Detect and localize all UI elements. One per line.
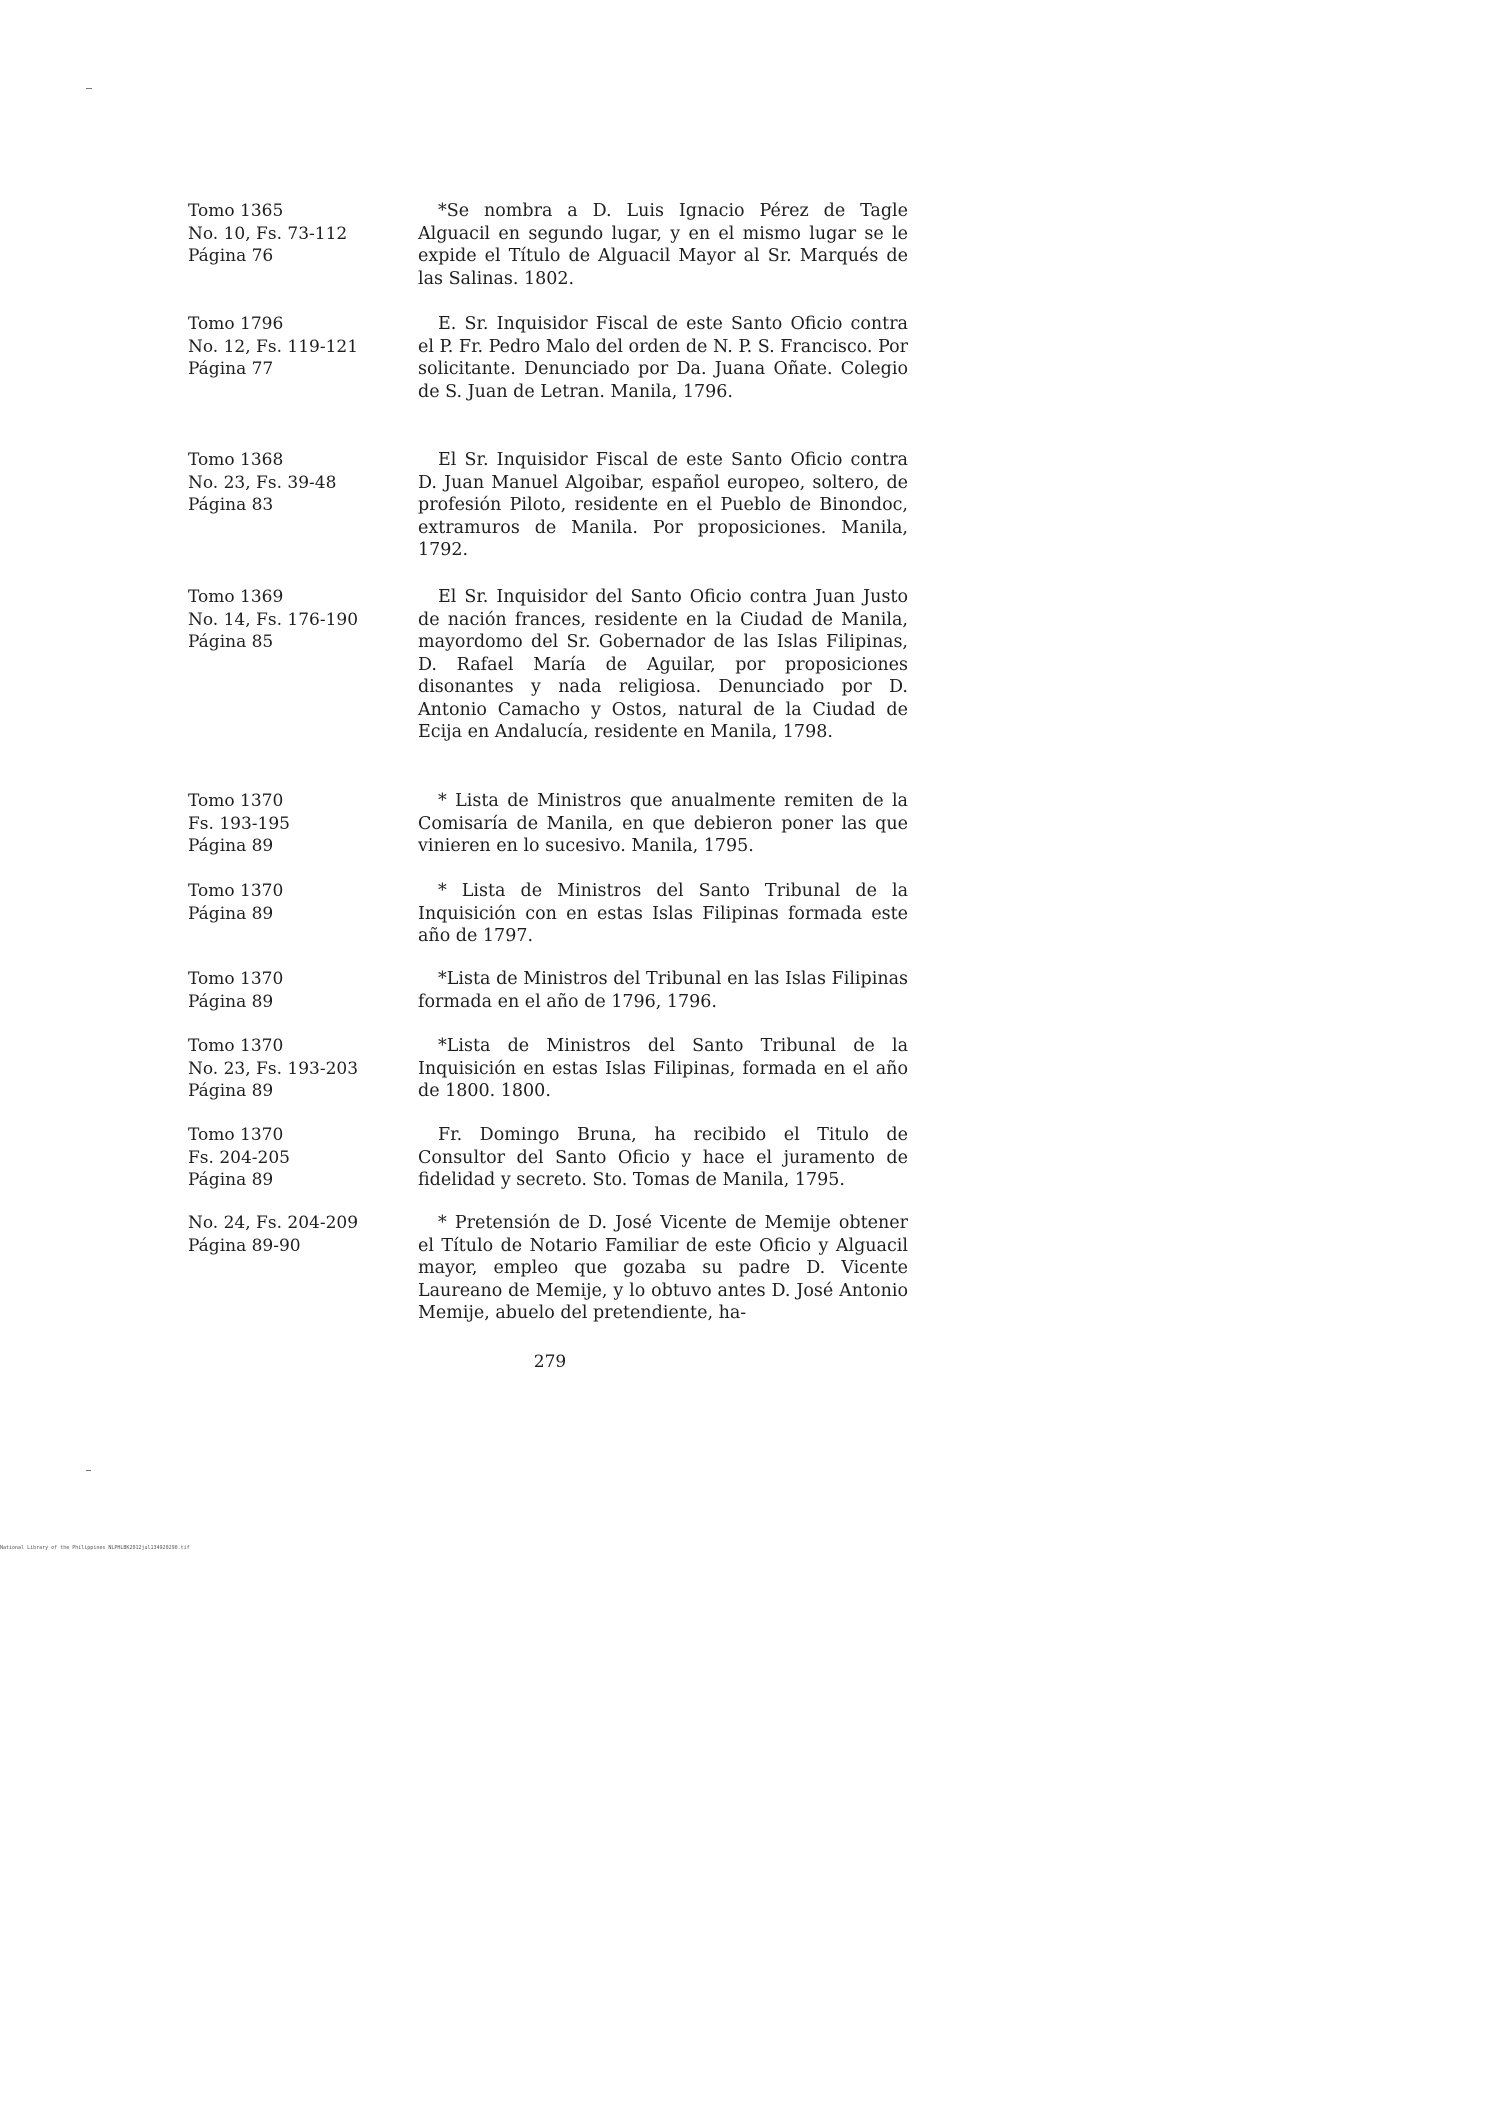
reference-line: Página 89: [188, 1170, 274, 1190]
archive-reference: [188, 1124, 403, 1192]
reference-line: Tomo 1368: [188, 450, 284, 470]
archive-reference: [188, 968, 403, 1013]
reference-line: Página 83: [188, 495, 274, 515]
entry-description: El Sr. Inquisidor Fiscal de este Santo Oficio contra D. Juan Manuel Algoibar, español europeo, soltero, de profesión Piloto, residente en el Pueblo de Binondoc, extramuros de Manila. Por proposiciones. Manila, 1792.: [418, 450, 908, 560]
entry-description: * Lista de Ministros del Santo Tribunal de la Inquisición con en estas Islas Filipinas formada este año de 1797.: [418, 881, 908, 946]
entry-description: *Lista de Ministros del Santo Tribunal de la Inquisición en estas Islas Filipinas, formada en el año de 1800. 1800.: [418, 1036, 908, 1101]
archive-reference: [188, 200, 403, 268]
scan-footer-stamp: National Library of the Philippines NLPHLBK2012jul134920290.tif: [0, 1545, 190, 1551]
reference-line: No. 23, Fs. 193-203: [188, 1058, 359, 1079]
reference-line: Tomo 1369: [188, 587, 284, 607]
reference-line: No. 12, Fs. 119-121: [188, 336, 359, 357]
entry-description: Fr. Domingo Bruna, ha recibido el Titulo de Consultor del Santo Oficio y hace el juramento de fidelidad y secreto. Sto. Tomas de Manila, 1795.: [418, 1125, 908, 1190]
archive-reference: [188, 790, 403, 858]
reference-line: Tomo 1370: [188, 1036, 284, 1056]
reference-line: Página 89: [188, 991, 274, 1012]
reference-line: Tomo 1365: [188, 201, 284, 221]
entry-description: * Lista de Ministros que anualmente remiten de la Comisaría de Manila, en que debieron poner las que vinieren en lo sucesivo. Manila, 1795.: [418, 791, 908, 856]
archive-reference: [188, 313, 403, 381]
archive-reference: [188, 586, 403, 654]
reference-line: Tomo 1370: [188, 1125, 284, 1145]
archive-reference: [188, 1035, 403, 1103]
entry-description: *Lista de Ministros del Tribunal en las Islas Filipinas formada en el año de 1796, 1796.: [418, 969, 908, 1012]
reference-line: Página 89: [188, 903, 274, 924]
page-number: 279: [533, 1352, 567, 1372]
reference-line: No. 24, Fs. 204-209: [188, 1213, 359, 1233]
reference-line: Página 89: [188, 1081, 274, 1101]
reference-line: No. 10, Fs. 73-112: [188, 223, 348, 244]
reference-line: Tomo 1370: [188, 969, 284, 989]
reference-line: No. 14, Fs. 176-190: [188, 609, 359, 630]
reference-line: Tomo 1370: [188, 791, 284, 811]
scan-speck: [86, 1470, 91, 1471]
entry-description: E. Sr. Inquisidor Fiscal de este Santo Oficio contra el P. Fr. Pedro Malo del orden de N. P. S. Francisco. Por solicitante. Denunciado por Da. Juana Oñate. Colegio de S. Juan de Letran. Manila, 1796.: [418, 314, 908, 402]
reference-line: Página 76: [188, 246, 274, 266]
reference-line: Página 89: [188, 836, 274, 856]
archive-reference: [188, 1212, 403, 1257]
reference-line: Tomo 1370: [188, 881, 284, 901]
reference-line: Página 85: [188, 632, 274, 652]
reference-line: Tomo 1796: [188, 314, 284, 334]
reference-line: Fs. 193-195: [188, 813, 290, 834]
entry-description: * Pretensión de D. José Vicente de Memije obtener el Título de Notario Familiar de este Oficio y Alguacil mayor, empleo que gozaba su padre D. Vicente Laureano de Memije, y lo obtuvo antes D. José Antonio Memije, abuelo del pretendiente, ha-: [418, 1213, 908, 1323]
entry-description: *Se nombra a D. Luis Ignacio Pérez de Tagle Alguacil en segundo lugar, y en el mismo lugar se le expide el Título de Alguacil Mayor al Sr. Marqués de las Salinas. 1802.: [418, 201, 908, 289]
entry-description: El Sr. Inquisidor del Santo Oficio contra Juan Justo de nación frances, residente en la Ciudad de Manila, mayordomo del Sr. Gobernador de las Islas Filipinas, D. Rafael María de Aguilar, por proposiciones disonantes y nada religiosa. Denunciado por D. Antonio Camacho y Ostos, natural de la Ciudad de Ecija en Andalucía, residente en Manila, 1798.: [418, 587, 908, 742]
reference-line: Fs. 204-205: [188, 1147, 290, 1168]
archive-reference: [188, 880, 403, 925]
reference-line: Página 89-90: [188, 1235, 301, 1256]
archive-reference: [188, 449, 403, 517]
reference-line: Página 77: [188, 359, 274, 379]
reference-line: No. 23, Fs. 39-48: [188, 472, 337, 493]
scan-speck: [86, 88, 92, 89]
